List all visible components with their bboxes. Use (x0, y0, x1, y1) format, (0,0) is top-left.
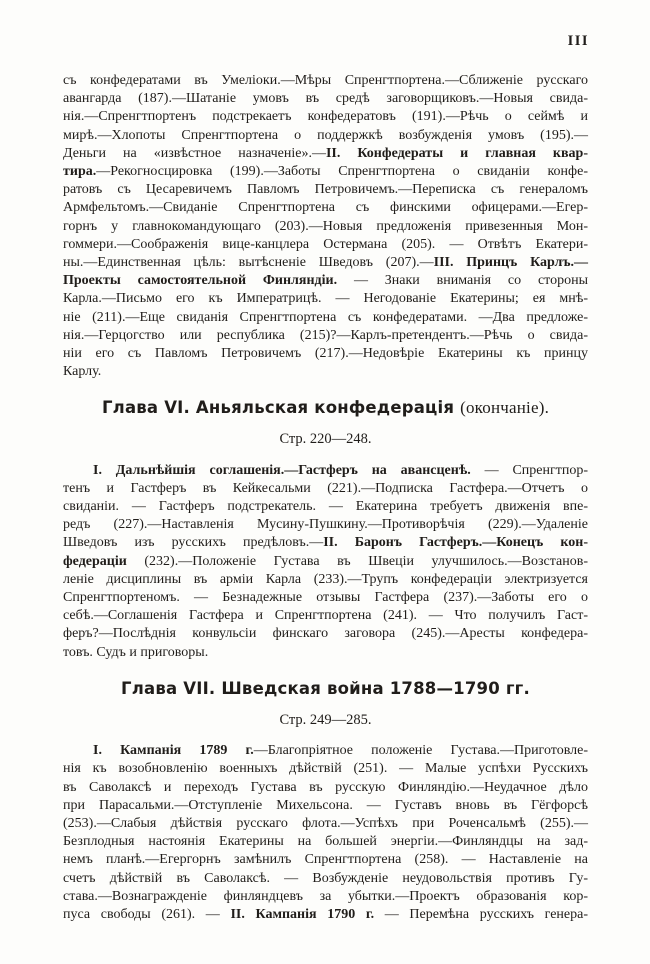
text-line: мирѣ.—Хлопоты Спренгтпортена о поддержкѣ возбужденія умовъ (195).— (63, 127, 588, 143)
text-line: немъ планѣ.—Егергорнъ замѣнилъ Спренгтпортена (258). — Наставленіе на (63, 852, 588, 868)
bold-section-title: I. Кампанія 1789 г. (93, 743, 254, 759)
text-line: при Парасальми.—Отступленіе Михельсона. — Густавъ вновь въ Гёгфорсѣ (63, 797, 588, 813)
text-line: нія.—Спренгтпортенъ подстрекаетъ конфедератовъ (191).—Рѣчь о сеймѣ и (63, 109, 588, 125)
chapter-vii-page-range: Стр. 249—285. (279, 711, 372, 728)
text-line: ніи его съ Павломъ Петровичемъ (217).—Недовѣріе Екатерины къ принцу (63, 346, 588, 362)
bold-section-title: тира. (63, 164, 97, 180)
chapter-vi-heading-tail: (окончаніе). (460, 398, 550, 418)
text-line: гоммери.—Соображенія вице-канцлера Остермана (205). — Отвѣтъ Екатери- (63, 236, 588, 252)
text-line: Карла.—Письмо его къ Императрицѣ. — Негодованіе Екатерины; ея мнѣ- (63, 291, 588, 307)
text-line: нія къ возобновленію военныхъ дѣйствій (251). — Малые успѣхи Русскихъ (63, 761, 588, 777)
text-line: I. Дальнѣйшія соглашенія.—Гастферъ на авансценѣ. — Спренгтпор- (93, 462, 588, 478)
text-line: I. Кампанія 1789 г.—Благопріятное положеніе Густава.—Приготовле- (93, 743, 588, 759)
text-line: нія.—Герцогство или республика (215)?—Карлъ-претендентъ.—Рѣчь о свида- (63, 327, 588, 343)
text-line: Шведовъ изъ русскихъ предѣловъ.—II. Баронъ Гастферъ.—Конецъ кон- (63, 535, 588, 551)
text-line: тира.—Рекогносцировка (199).—Заботы Спренгтпортена о свиданіи конфе- (63, 164, 588, 180)
text-line: (253).—Слабыя дѣйствія русскаго флота.—Успѣхъ при Роченсальмѣ (255).— (63, 815, 588, 831)
text-line: свиданіи. — Гастферъ подстрекатель. — Екатерина требуетъ движенія впе- (63, 499, 588, 515)
text-line: товъ. Судъ и приговоры. (63, 644, 209, 660)
text-line: горнъ у главнокомандующаго (203).—Новыя предложенія привезенныя Мон- (63, 218, 588, 234)
bold-section-title: I. Дальнѣйшія соглашенія.—Гастферъ на авансценѣ. (93, 462, 471, 478)
text-line: ны.—Единственная цѣль: вытѣсненіе Шведовъ (207).—III. Принцъ Карлъ.— (63, 255, 588, 271)
chapter-vi-heading (63, 397, 588, 419)
text-line: въ Саволаксѣ и переходъ Густава въ русскую Финляндію.—Неудачное дѣло (63, 779, 588, 795)
text-line: ніе (211).—Еще свиданія Спренгтпортена съ конфедератами. —Два предложе- (63, 309, 588, 325)
text-line: Армфельтомъ.—Свиданіе Спренгтпортена съ финскими офицерами.—Егер- (63, 200, 588, 216)
toc-text-block (63, 72, 588, 924)
text-line: леніе дисциплины въ арміи Карла (233).—Трупъ конфедераціи электризуется (63, 571, 588, 587)
text-line: ратовъ съ Цесаревичемъ Павломъ Петровичемъ.—Переписка съ генераломъ (63, 182, 588, 198)
page-number: III (567, 33, 589, 49)
text-line: себѣ.—Соглашенія Гастфера и Спренгтпортена (241). — Что получилъ Гаст- (63, 608, 588, 624)
bold-section-title: III. Принцъ Карлъ.— (433, 255, 588, 271)
chapter-vi-heading-main: Глава VI. Аньяльская конфедерація (101, 398, 461, 418)
text-line: Деньги на «извѣстное назначеніе».—II. Конфедераты и главная квар- (63, 145, 588, 161)
text-line: става.—Вознагражденіе финляндцевъ за убытки.—Проектъ образованія кор- (63, 888, 588, 904)
text-line: Безплодныя настоянія Екатерины на большей энергіи.—Финляндцы на зад- (63, 834, 588, 850)
chapter-vi-page-range: Стр. 220—248. (279, 431, 372, 448)
bold-section-title: II. Кампанія 1790 г. (230, 906, 375, 922)
chapter-vii-summary (63, 742, 588, 924)
bold-section-title: II. Конфедераты и главная квар- (325, 145, 588, 161)
text-line: федераціи (232).—Положеніе Густава въ Швеціи улучшилось.—Возстанов- (63, 553, 588, 569)
chapter-vii-heading-main: Глава VII. Шведская война 1788—1790 гг. (121, 678, 530, 698)
text-line: Проекты самостоятельной Финляндіи. — Знаки вниманія со стороны (63, 273, 589, 289)
chapter-vii-heading (63, 678, 588, 700)
text-line: редъ (227).—Наставленія Мусину-Пушкину.—Противорѣчія (229).—Удаленіе (63, 517, 588, 533)
text-line: Карлу. (63, 364, 102, 380)
chapter-v-summary-continued (63, 72, 588, 381)
bold-section-title: II. Баронъ Гастферъ.—Конецъ кон- (323, 535, 588, 551)
text-line: Спренгтпортеномъ. — Безнадежные отзывы Гастфера (237).—Заботы его о (63, 590, 588, 606)
text-line: феръ?—Послѣднія конвульсіи финскаго заговора (245).—Аресты конфедера- (63, 626, 588, 642)
text-line: пуса свободы (261). — II. Кампанія 1790 г. — Перемѣна русскихъ генера- (63, 906, 588, 922)
bold-section-title: Проекты самостоятельной Финляндіи. (63, 273, 338, 289)
text-line: тенъ и Гастферъ въ Кейкесальми (221).—Подписка Гастфера.—Отчетъ о (63, 480, 588, 496)
bold-section-title: федераціи (63, 553, 127, 569)
text-line: съ конфедератами въ Умеліоки.—Мѣры Спренгтпортена.—Сближеніе русскаго (63, 73, 588, 88)
text-line: счетъ дѣйствій въ Саволаксѣ. — Возбужденіе неудовольствія противъ Гу- (63, 870, 588, 886)
chapter-vi-summary (63, 462, 588, 662)
text-line: авангарда (187).—Шатаніе умовъ въ средѣ заговорщиковъ.—Новыя свида- (63, 91, 588, 107)
